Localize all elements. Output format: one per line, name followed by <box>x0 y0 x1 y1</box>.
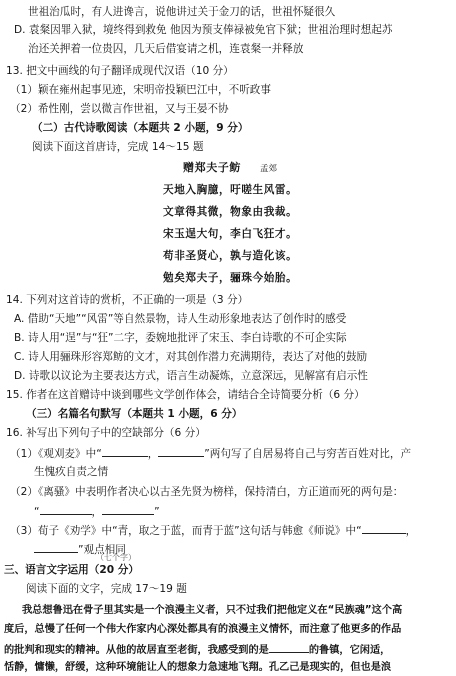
q13-sentence-1: （1）颖在雍州起事见迹，宋明帝投颖巴江中，不听政事 <box>10 84 271 96</box>
answer-blank[interactable] <box>102 503 154 515</box>
mingju-section-header: （三）名篇名句默写（本题共 1 小题，6 分） <box>26 408 243 420</box>
q16-item-3-prefix: （3）荀子《劝学》中“青，取之于蓝，而青于蓝”这句话与韩愈《师说》中“ <box>10 525 362 537</box>
comma: ， <box>405 525 417 537</box>
handwritten-note: （七个字） <box>96 553 136 562</box>
poem-line-5: 勉矣郑夫子，骊珠今始胎。 <box>163 272 298 284</box>
passage-line-4: 恬静，慵懒，舒缓，这种环境能让人的想象力急速地飞翔。孔乙己是现实的，但也是浪 <box>4 662 392 673</box>
poem-line-3: 宋玉逞大句，李白飞狂才。 <box>163 228 298 240</box>
q13-stem: 13. 把文中画线的句子翻译成现代汉语（10 分） <box>6 65 234 77</box>
q16-item-3-suffix: ”观点相同 <box>78 544 126 556</box>
q14-option-c: C. 诗人用骊珠形容郑鲂的文才，对其创作潜力充满期待，表达了对他的鼓励 <box>14 351 368 363</box>
open-quote: “ <box>34 506 40 518</box>
q16-item-2: （2）《离骚》中表明作者决心以古圣先贤为榜样，保持清白，方正道而死的两句是： <box>10 486 404 498</box>
q16-item-2-blanks <box>34 503 160 520</box>
passage-line-3-end: 的鲁镇，它闲适， <box>308 645 391 656</box>
section-3-intro: 阅读下面的文字，完成 17～19 题 <box>26 583 187 595</box>
passage-line-3-start: 的批判和现实的精神。从他的故居直至老街，我感受到的是 <box>4 645 269 656</box>
answer-blank[interactable] <box>34 541 78 553</box>
q15-stem: 15. 作者在这首赠诗中谈到哪些文学创作体会，请结合全诗简要分析（6 分） <box>6 389 365 401</box>
poem-line-1: 天地入胸臆，吁嗟生风雷。 <box>163 184 298 196</box>
q14-option-a: A. 借助“天地”“风雷”等自然景物，诗人生动形象地表达了创作时的感受 <box>14 313 347 325</box>
q14-option-b: B. 诗人用“逞”与“狂”二字，委婉地批评了宋玉、李白诗歌的不可企实际 <box>14 332 347 344</box>
option-d-line-1: D. 袁粲因罪入狱，境终得到救免 他因为预支俸禄被免官下狱；世祖治理时想起苏 <box>14 24 393 36</box>
option-d-line-2: 治还关押着一位贵囚，几天后借宴请之机，连袁粲一并释放 <box>28 43 304 55</box>
answer-blank[interactable] <box>40 503 92 515</box>
q16-item-1 <box>10 445 411 462</box>
answer-blank[interactable] <box>269 641 309 653</box>
q13-sentence-2: （2）希性刚，尝以微言作世祖，又与王晏不协 <box>10 103 229 115</box>
q14-option-d: D. 诗歌以议论为主要表达方式，语言生动凝炼，立意深远，见解富有启示性 <box>14 370 368 382</box>
poem-author: 孟郊 <box>260 164 278 174</box>
poem-line-4: 苟非圣贤心，孰与造化该。 <box>163 250 298 262</box>
q16-item-3 <box>10 522 416 539</box>
close-quote: ” <box>154 506 160 518</box>
q14-stem: 14. 下列对这首诗的赏析，不正确的一项是（3 分） <box>6 294 249 306</box>
q16-item-1-continued: 生愧疚自责之情 <box>34 466 109 478</box>
poem-line-2: 文章得其微，物象由我裁。 <box>163 206 298 218</box>
passage-line-1: 我总想鲁迅在骨子里其实是一个浪漫主义者，只不过我们把他定义在“民族魂”这个高 <box>22 605 403 616</box>
poetry-intro: 阅读下面这首唐诗，完成 14～15 题 <box>32 141 204 153</box>
passage-line-3 <box>4 641 390 659</box>
answer-blank[interactable] <box>158 445 204 457</box>
answer-blank[interactable] <box>362 522 406 534</box>
q16-item-1-prefix: （1）《观刈麦》中“ <box>10 448 102 460</box>
comma: ， <box>91 506 103 518</box>
passage-line-2: 度后，总慢了任何一个伟大作家内心深处都具有的浪漫主义情怀，而注意了他更多的作品 <box>4 624 402 635</box>
q16-stem: 16. 补写出下列句子中的空缺部分（6 分） <box>6 427 206 439</box>
answer-blank[interactable] <box>102 445 148 457</box>
q16-item-1-suffix: ”两句写了自居易将自己与穷苦百姓对比，产 <box>204 448 412 460</box>
poetry-section-header: （二）古代诗歌阅读（本题共 2 小题，9 分） <box>32 122 249 134</box>
section-3-header: 三、语言文字运用（20 分） <box>4 564 139 576</box>
q16-item-1-sep: ， <box>147 448 159 460</box>
prev-option-c-tail: 世祖治瓜时，有人进谗言，说他讲过关于金刀的话，世祖怀疑很久 <box>28 6 336 18</box>
poem-title: 赠郑夫子鲂 <box>183 161 241 174</box>
